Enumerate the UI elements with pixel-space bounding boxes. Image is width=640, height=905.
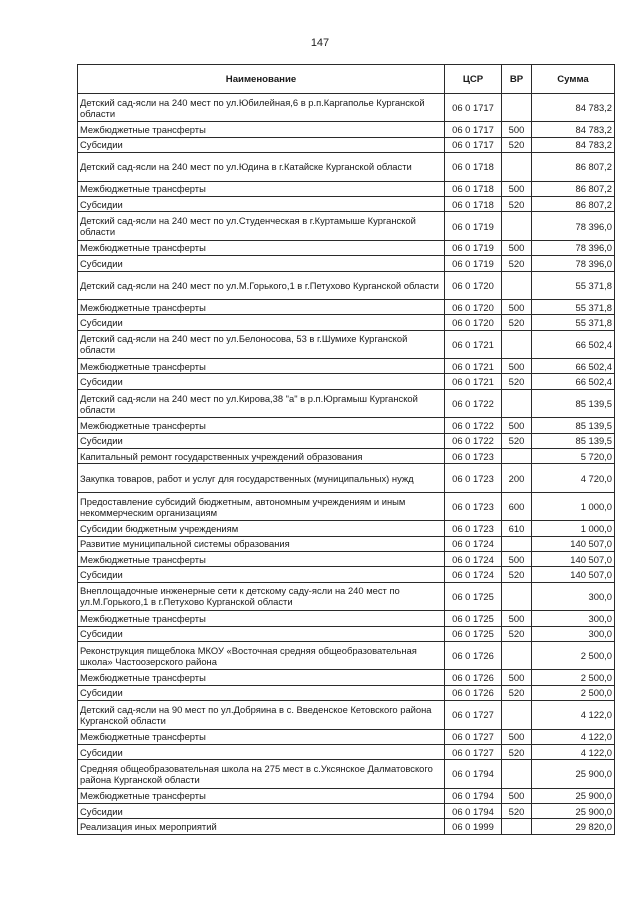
cell-sum: 300,0 bbox=[532, 626, 615, 641]
cell-vr: 520 bbox=[502, 196, 532, 211]
cell-sum: 66 502,4 bbox=[532, 359, 615, 374]
cell-vr bbox=[502, 449, 532, 464]
cell-name: Межбюджетные трансферты bbox=[78, 729, 445, 744]
cell-csr: 06 0 1719 bbox=[445, 256, 502, 271]
cell-csr: 06 0 1725 bbox=[445, 626, 502, 641]
cell-vr: 500 bbox=[502, 418, 532, 433]
cell-sum: 78 396,0 bbox=[532, 240, 615, 255]
table-row bbox=[78, 626, 615, 641]
cell-sum: 86 807,2 bbox=[532, 153, 615, 181]
table-row bbox=[78, 521, 615, 536]
cell-sum: 4 720,0 bbox=[532, 464, 615, 492]
cell-sum: 2 500,0 bbox=[532, 641, 615, 669]
cell-sum: 5 720,0 bbox=[532, 449, 615, 464]
cell-csr: 06 0 1726 bbox=[445, 641, 502, 669]
cell-vr bbox=[502, 212, 532, 240]
table-row bbox=[78, 567, 615, 582]
cell-csr: 06 0 1717 bbox=[445, 137, 502, 152]
cell-csr: 06 0 1718 bbox=[445, 153, 502, 181]
cell-name: Субсидии bbox=[78, 804, 445, 819]
header-name: Наименование bbox=[78, 65, 445, 94]
table-row bbox=[78, 181, 615, 196]
cell-vr bbox=[502, 330, 532, 358]
cell-name: Закупка товаров, работ и услуг для государственных (муниципальных) нужд bbox=[78, 464, 445, 492]
table-row bbox=[78, 433, 615, 448]
cell-csr: 06 0 1723 bbox=[445, 449, 502, 464]
cell-sum: 85 139,5 bbox=[532, 433, 615, 448]
table-row bbox=[78, 212, 615, 240]
cell-sum: 25 900,0 bbox=[532, 788, 615, 803]
cell-csr: 06 0 1720 bbox=[445, 315, 502, 330]
cell-name: Межбюджетные трансферты bbox=[78, 418, 445, 433]
cell-csr: 06 0 1726 bbox=[445, 685, 502, 700]
cell-name: Детский сад-ясли на 240 мест по ул.М.Горького,1 в г.Петухово Курганской области bbox=[78, 271, 445, 299]
table-row bbox=[78, 418, 615, 433]
cell-csr: 06 0 1724 bbox=[445, 551, 502, 566]
cell-sum: 85 139,5 bbox=[532, 418, 615, 433]
cell-csr: 06 0 1727 bbox=[445, 744, 502, 759]
table-row bbox=[78, 464, 615, 492]
table-row bbox=[78, 804, 615, 819]
cell-sum: 86 807,2 bbox=[532, 196, 615, 211]
cell-vr bbox=[502, 760, 532, 788]
cell-sum: 140 507,0 bbox=[532, 551, 615, 566]
cell-name: Межбюджетные трансферты bbox=[78, 670, 445, 685]
cell-name: Субсидии bbox=[78, 744, 445, 759]
cell-vr bbox=[502, 94, 532, 122]
table-body bbox=[78, 94, 615, 835]
cell-name: Внеплощадочные инженерные сети к детскому саду-ясли на 240 мест по ул.М.Горького,1 в г.Петухово Курганской области bbox=[78, 582, 445, 610]
table-row bbox=[78, 299, 615, 314]
cell-vr: 520 bbox=[502, 567, 532, 582]
header-csr: ЦСР bbox=[445, 65, 502, 94]
cell-sum: 140 507,0 bbox=[532, 536, 615, 551]
table-row bbox=[78, 744, 615, 759]
cell-vr bbox=[502, 153, 532, 181]
cell-name: Субсидии bbox=[78, 685, 445, 700]
table-row bbox=[78, 729, 615, 744]
cell-name: Предоставление субсидий бюджетным, автономным учреждениям и иным некоммерческим организациям bbox=[78, 492, 445, 520]
budget-table bbox=[77, 64, 615, 835]
table-row bbox=[78, 685, 615, 700]
cell-name: Субсидии bbox=[78, 433, 445, 448]
cell-vr: 520 bbox=[502, 433, 532, 448]
cell-vr: 600 bbox=[502, 492, 532, 520]
cell-vr: 500 bbox=[502, 670, 532, 685]
table-row bbox=[78, 137, 615, 152]
cell-name: Развитие муниципальной системы образования bbox=[78, 536, 445, 551]
cell-name: Субсидии bbox=[78, 137, 445, 152]
cell-name: Реконструкция пищеблока МКОУ «Восточная средняя общеобразовательная школа» Частоозерского района bbox=[78, 641, 445, 669]
cell-sum: 84 783,2 bbox=[532, 94, 615, 122]
cell-csr: 06 0 1720 bbox=[445, 299, 502, 314]
cell-vr: 520 bbox=[502, 374, 532, 389]
table-row bbox=[78, 449, 615, 464]
cell-csr: 06 0 1726 bbox=[445, 670, 502, 685]
cell-vr: 520 bbox=[502, 626, 532, 641]
cell-vr bbox=[502, 582, 532, 610]
cell-csr: 06 0 1722 bbox=[445, 418, 502, 433]
cell-csr: 06 0 1717 bbox=[445, 94, 502, 122]
cell-name: Субсидии bbox=[78, 626, 445, 641]
cell-sum: 300,0 bbox=[532, 582, 615, 610]
cell-vr: 520 bbox=[502, 685, 532, 700]
table-row bbox=[78, 271, 615, 299]
cell-name: Субсидии bbox=[78, 196, 445, 211]
cell-name: Субсидии bbox=[78, 256, 445, 271]
cell-name: Межбюджетные трансферты bbox=[78, 122, 445, 137]
cell-vr: 500 bbox=[502, 788, 532, 803]
cell-csr: 06 0 1794 bbox=[445, 804, 502, 819]
cell-name: Субсидии bbox=[78, 315, 445, 330]
cell-vr: 500 bbox=[502, 611, 532, 626]
cell-vr: 500 bbox=[502, 299, 532, 314]
table-row bbox=[78, 389, 615, 417]
table-row bbox=[78, 94, 615, 122]
table-row bbox=[78, 196, 615, 211]
cell-csr: 06 0 1717 bbox=[445, 122, 502, 137]
cell-name: Капитальный ремонт государственных учреждений образования bbox=[78, 449, 445, 464]
cell-name: Межбюджетные трансферты bbox=[78, 551, 445, 566]
cell-sum: 66 502,4 bbox=[532, 374, 615, 389]
cell-csr: 06 0 1724 bbox=[445, 567, 502, 582]
cell-csr: 06 0 1723 bbox=[445, 464, 502, 492]
table-row bbox=[78, 374, 615, 389]
cell-csr: 06 0 1718 bbox=[445, 196, 502, 211]
cell-sum: 78 396,0 bbox=[532, 256, 615, 271]
table-row bbox=[78, 551, 615, 566]
cell-vr bbox=[502, 536, 532, 551]
cell-csr: 06 0 1722 bbox=[445, 389, 502, 417]
table-header-row bbox=[78, 65, 615, 94]
header-sum: Сумма bbox=[532, 65, 615, 94]
cell-csr: 06 0 1719 bbox=[445, 212, 502, 240]
table-row bbox=[78, 122, 615, 137]
table-row bbox=[78, 760, 615, 788]
cell-vr: 500 bbox=[502, 240, 532, 255]
cell-name: Межбюджетные трансферты bbox=[78, 359, 445, 374]
cell-sum: 4 122,0 bbox=[532, 729, 615, 744]
cell-name: Детский сад-ясли на 240 мест по ул.Кирова,38 "а" в р.п.Юргамыш Курганской области bbox=[78, 389, 445, 417]
cell-sum: 29 820,0 bbox=[532, 819, 615, 834]
cell-csr: 06 0 1727 bbox=[445, 701, 502, 729]
cell-name: Детский сад-ясли на 90 мест по ул.Добряина в с. Введенское Кетовского района Курганской области bbox=[78, 701, 445, 729]
cell-sum: 84 783,2 bbox=[532, 122, 615, 137]
table-row bbox=[78, 670, 615, 685]
cell-sum: 1 000,0 bbox=[532, 521, 615, 536]
cell-name: Детский сад-ясли на 240 мест по ул.Юдина в г.Катайске Курганской области bbox=[78, 153, 445, 181]
table-row bbox=[78, 582, 615, 610]
cell-csr: 06 0 1723 bbox=[445, 492, 502, 520]
cell-csr: 06 0 1794 bbox=[445, 788, 502, 803]
cell-name: Межбюджетные трансферты bbox=[78, 181, 445, 196]
cell-csr: 06 0 1719 bbox=[445, 240, 502, 255]
cell-csr: 06 0 1720 bbox=[445, 271, 502, 299]
cell-name: Субсидии бюджетным учреждениям bbox=[78, 521, 445, 536]
cell-vr: 500 bbox=[502, 359, 532, 374]
cell-name: Межбюджетные трансферты bbox=[78, 611, 445, 626]
header-vr: ВР bbox=[502, 65, 532, 94]
cell-vr bbox=[502, 819, 532, 834]
cell-sum: 300,0 bbox=[532, 611, 615, 626]
cell-vr: 520 bbox=[502, 744, 532, 759]
cell-sum: 55 371,8 bbox=[532, 299, 615, 314]
cell-sum: 66 502,4 bbox=[532, 330, 615, 358]
cell-vr: 610 bbox=[502, 521, 532, 536]
cell-sum: 55 371,8 bbox=[532, 315, 615, 330]
table-row bbox=[78, 330, 615, 358]
cell-csr: 06 0 1721 bbox=[445, 374, 502, 389]
cell-sum: 4 122,0 bbox=[532, 744, 615, 759]
cell-name: Межбюджетные трансферты bbox=[78, 299, 445, 314]
cell-name: Детский сад-ясли на 240 мест по ул.Белоносова, 53 в г.Шумихе Курганской области bbox=[78, 330, 445, 358]
cell-vr: 500 bbox=[502, 729, 532, 744]
cell-csr: 06 0 1724 bbox=[445, 536, 502, 551]
cell-sum: 2 500,0 bbox=[532, 670, 615, 685]
page-number: 147 bbox=[310, 37, 330, 49]
cell-name: Субсидии bbox=[78, 567, 445, 582]
cell-csr: 06 0 1999 bbox=[445, 819, 502, 834]
table-row bbox=[78, 492, 615, 520]
cell-csr: 06 0 1725 bbox=[445, 611, 502, 626]
cell-csr: 06 0 1721 bbox=[445, 330, 502, 358]
table-row bbox=[78, 240, 615, 255]
table-row bbox=[78, 315, 615, 330]
cell-vr bbox=[502, 701, 532, 729]
cell-sum: 1 000,0 bbox=[532, 492, 615, 520]
cell-csr: 06 0 1725 bbox=[445, 582, 502, 610]
cell-name: Реализация иных мероприятий bbox=[78, 819, 445, 834]
cell-csr: 06 0 1723 bbox=[445, 521, 502, 536]
cell-name: Субсидии bbox=[78, 374, 445, 389]
cell-csr: 06 0 1718 bbox=[445, 181, 502, 196]
table-row bbox=[78, 611, 615, 626]
table-row bbox=[78, 641, 615, 669]
cell-sum: 55 371,8 bbox=[532, 271, 615, 299]
table-row bbox=[78, 819, 615, 834]
cell-vr: 520 bbox=[502, 804, 532, 819]
table-row bbox=[78, 701, 615, 729]
cell-csr: 06 0 1722 bbox=[445, 433, 502, 448]
table-row bbox=[78, 359, 615, 374]
cell-name: Детский сад-ясли на 240 мест по ул.Студенческая в г.Куртамыше Курганской области bbox=[78, 212, 445, 240]
cell-vr bbox=[502, 641, 532, 669]
cell-vr: 520 bbox=[502, 256, 532, 271]
cell-name: Детский сад-ясли на 240 мест по ул.Юбилейная,6 в р.п.Каргаполье Курганской области bbox=[78, 94, 445, 122]
cell-vr: 500 bbox=[502, 181, 532, 196]
cell-vr: 200 bbox=[502, 464, 532, 492]
cell-sum: 4 122,0 bbox=[532, 701, 615, 729]
table-row bbox=[78, 153, 615, 181]
cell-name: Межбюджетные трансферты bbox=[78, 240, 445, 255]
cell-vr bbox=[502, 271, 532, 299]
cell-sum: 140 507,0 bbox=[532, 567, 615, 582]
cell-csr: 06 0 1794 bbox=[445, 760, 502, 788]
cell-vr: 500 bbox=[502, 122, 532, 137]
cell-sum: 86 807,2 bbox=[532, 181, 615, 196]
cell-name: Средняя общеобразовательная школа на 275 мест в с.Уксянское Далматовского района Курганской области bbox=[78, 760, 445, 788]
cell-sum: 25 900,0 bbox=[532, 760, 615, 788]
cell-csr: 06 0 1727 bbox=[445, 729, 502, 744]
cell-sum: 84 783,2 bbox=[532, 137, 615, 152]
cell-sum: 85 139,5 bbox=[532, 389, 615, 417]
cell-vr bbox=[502, 389, 532, 417]
cell-sum: 2 500,0 bbox=[532, 685, 615, 700]
table-row bbox=[78, 788, 615, 803]
cell-vr: 500 bbox=[502, 551, 532, 566]
cell-vr: 520 bbox=[502, 137, 532, 152]
cell-name: Межбюджетные трансферты bbox=[78, 788, 445, 803]
table-row bbox=[78, 256, 615, 271]
cell-vr: 520 bbox=[502, 315, 532, 330]
cell-sum: 25 900,0 bbox=[532, 804, 615, 819]
cell-sum: 78 396,0 bbox=[532, 212, 615, 240]
cell-csr: 06 0 1721 bbox=[445, 359, 502, 374]
table-row bbox=[78, 536, 615, 551]
